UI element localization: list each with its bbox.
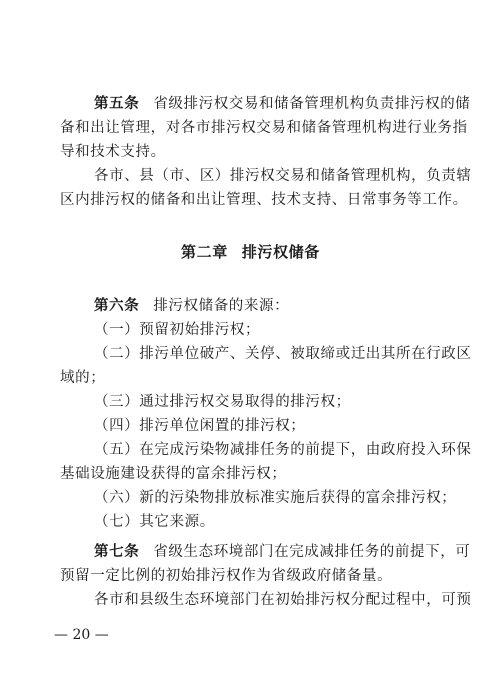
article6-item-1: （一）预留初始排污权；: [94, 322, 261, 338]
article5-line-5: 区内排污权的储备和出让管理、技术支持、日常事务等工作。: [60, 192, 468, 208]
article7-line-1: 第七条 省级生态环境部门在完成减排任务的前提下，可: [94, 543, 471, 560]
chapter-heading: [181, 243, 320, 261]
page-number: — 20 —: [54, 627, 109, 643]
article5-line-4: 各市、县（市、区）排污权交易和储备管理机构，负责辖: [94, 168, 472, 184]
article6-item-2: （二）排污单位破产、关停、被取缔或迁出其所在行政区: [94, 346, 472, 362]
article7-line-2: 预留一定比例的初始排污权作为省级政府储备量。: [60, 568, 393, 584]
article5-line-1: 第五条 省级排污权交易和储备管理机构负责排污权的储: [94, 95, 471, 112]
article6-item-5: （五）在完成污染物减排任务的前提下，由政府投入环保: [94, 442, 472, 458]
article6-item-6: （六）新的污染物排放标准实施后获得的富余排污权；: [94, 490, 457, 506]
article7-line-3: 各市和县级生态环境部门在初始排污权分配过程中，可预: [94, 592, 472, 608]
article6-item-5-cont: 基础设施建设获得的富余排污权；: [60, 466, 287, 482]
article5-line-2: 备和出让管理，对各市排污权交易和储备管理机构进行业务指: [60, 120, 468, 136]
article6-item-7: （七）其它来源。: [94, 514, 215, 530]
chapter-title: 排污权储备: [241, 243, 320, 261]
article6-item-4: （四）排污单位闲置的排污权；: [94, 418, 306, 434]
article5-line-3: 导和技术支持。: [60, 144, 166, 160]
article6-line-1: 第六条 排污权储备的来源：: [94, 297, 290, 314]
article7-heading: 第七条: [94, 543, 140, 560]
chapter-number: 第二章: [181, 243, 228, 261]
article6-heading: 第六条: [94, 297, 140, 314]
article6-item-3: （三）通过排污权交易取得的排污权；: [94, 394, 351, 410]
article6-item-2-cont: 域的；: [60, 370, 106, 386]
article5-heading: 第五条: [94, 95, 140, 112]
